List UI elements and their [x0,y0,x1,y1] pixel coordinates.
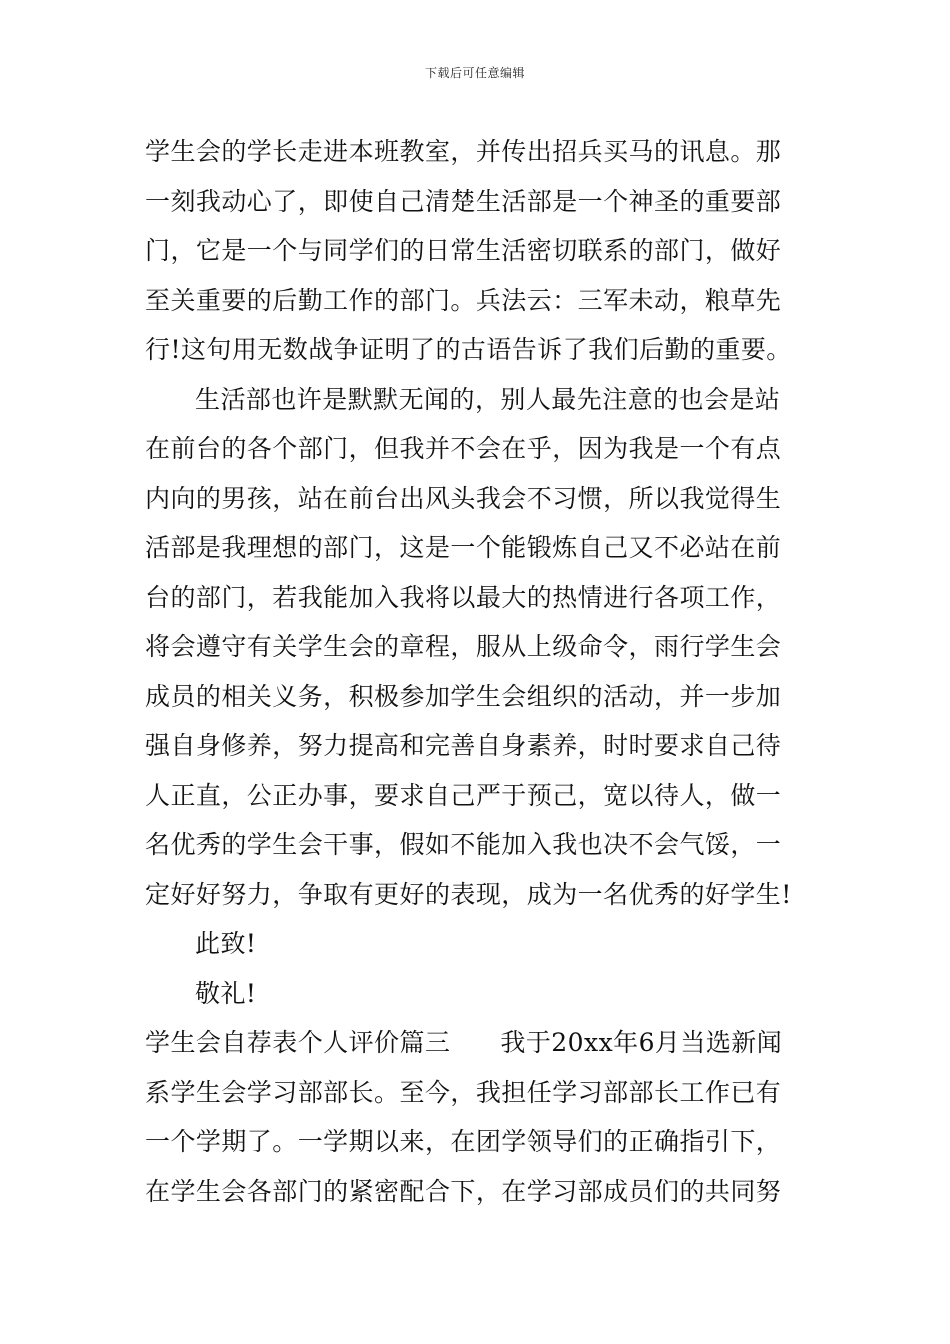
text-line: 内向的男孩，站在前台出风头我会不习惯，所以我觉得生 [145,483,782,513]
text-line: 一个学期了。一学期以来，在团学领导们的正确指引下， [145,1127,782,1156]
closing-regards: 敬礼! [195,978,257,1008]
text-line: 学生会的学长走进本班教室，并传出招兵买马的讯息。那 [145,137,782,166]
text-line: 活部是我理想的部门，这是一个能锻炼自己又不必站在前 [145,533,782,562]
section-heading-line [145,1018,810,1068]
text-line: 人正直，公正办事，要求自己严于预己，宽以待人，做一 [145,780,782,810]
text-line: 一刻我动心了，即使自己清楚生活部是一个神圣的重要部 [145,186,782,216]
text-line: 门，它是一个与同学们的日常生活密切联系的部门，做好 [145,236,782,265]
section-first-line: 我于20xx年6月当选新闻 [500,1028,783,1057]
text-line: 定好好努力，争取有更好的表现，成为一名优秀的好学生! [145,879,792,909]
page-header: 下载后可任意编辑 [424,66,525,80]
section-title: 学生会自荐表个人评价篇三 [145,1028,451,1057]
text-line: 生活部也许是默默无闻的，别人最先注意的也会是站 [195,384,781,414]
text-line: 行!这句用无数战争证明了的古语告诉了我们后勤的重要。 [145,335,792,364]
closing-salutation: 此致! [195,929,257,958]
text-line: 在学生会各部门的紧密配合下，在学习部成员们的共同努 [145,1176,782,1206]
text-line: 成员的相关义务，积极参加学生会组织的活动，并一步加 [145,681,782,711]
text-line: 至关重要的后勤工作的部门。兵法云：三军未动，粮草先 [145,285,782,315]
text-line: 台的部门，若我能加入我将以最大的热情进行各项工作， [145,582,782,612]
text-line: 强自身修养，努力提高和完善自身素养，时时要求自己待 [145,731,782,760]
document-body [145,127,810,1216]
text-line: 系学生会学习部部长。至今，我担任学习部部长工作已有 [145,1077,782,1107]
text-line: 在前台的各个部门，但我并不会在乎，因为我是一个有点 [145,434,782,463]
text-line: 名优秀的学生会干事，假如不能加入我也决不会气馁，一 [145,830,782,859]
text-line: 将会遵守有关学生会的章程，服从上级命令，雨行学生会 [145,632,782,661]
